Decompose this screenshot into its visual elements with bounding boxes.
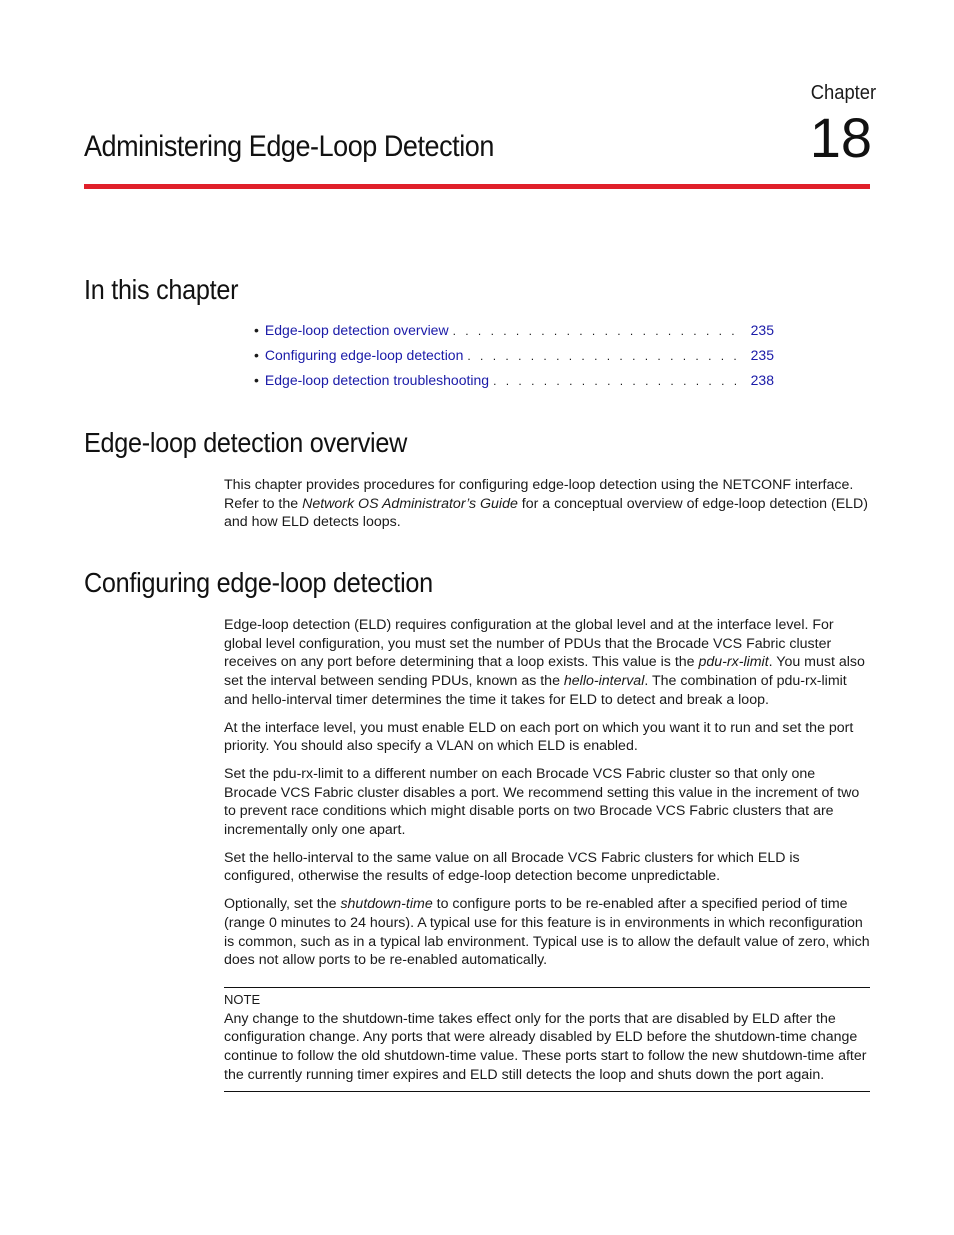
- toc-page-link[interactable]: 235: [750, 322, 774, 338]
- in-this-chapter-heading: In this chapter: [84, 274, 239, 305]
- toc-leader: [467, 349, 738, 363]
- configuring-heading: Configuring edge-loop detection: [84, 567, 433, 598]
- note-box: [224, 987, 870, 1092]
- configuring-paragraph-2: At the interface level, you must enable ELD on each port on which you want it to run and set the port priority. You should also specify a VLAN on which ELD is enabled.: [224, 719, 854, 755]
- chapter-number: 18: [809, 106, 872, 169]
- toc-item[interactable]: [254, 372, 774, 397]
- configuring-body: [224, 616, 870, 979]
- configuring-paragraph-5: Optionally, set the shutdown-time to configure ports to be re-enabled after a specified period of time (range 0 minutes to 24 hours). A typical use for this feature is in environments in which reconfiguration is common, such as in a typical lab environment. Typical use is to allow the default value of zero, which does not allow ports to be re-enabled automatically.: [224, 896, 870, 969]
- toc-page-link[interactable]: 235: [750, 347, 774, 363]
- toc-link[interactable]: Edge-loop detection overview: [264, 322, 449, 338]
- toc-page-link[interactable]: 238: [750, 372, 774, 388]
- chapter-title: Administering Edge-Loop Detection: [84, 130, 494, 163]
- note-label: NOTE: [224, 992, 261, 1007]
- toc-link[interactable]: Configuring edge-loop detection: [264, 347, 464, 363]
- toc-leader: [493, 374, 738, 388]
- note-text: Any change to the shutdown-time takes effect only for the ports that are disabled by ELD after the configuration change. Any ports that were already disabled by ELD before the shutdown-time change continue to follow the old shutdown-time value. These ports start to follow the new shutdown-time after the currently running timer expires and ELD still detects the loop and shuts down the port again.: [224, 1010, 867, 1083]
- chapter-toc: [254, 322, 774, 397]
- toc-link[interactable]: Edge-loop detection troubleshooting: [264, 372, 490, 388]
- toc-leader: [453, 324, 738, 338]
- bullet-icon: •: [254, 322, 259, 338]
- configuring-paragraph-3: Set the pdu-rx-limit to a different number on each Brocade VCS Fabric cluster so that only one Brocade VCS Fabric cluster disables a port. We recommend setting this value in the increment of two to prevent race conditions which might disable ports on two Brocade VCS Fabric clusters that are incrementally only one apart.: [224, 765, 860, 839]
- configuring-paragraph-1: Edge-loop detection (ELD) requires configuration at the global level and at the interface level. For global level configuration, you must set the number of PDUs that the Brocade VCS Fabric cluster receives on any port before determining that a loop exists. This value is the pdu-rx-limit. You must also set the interval between sending PDUs, known as the hello-interval. The combination of pdu-rx-limit and hello-interval timer determines the time it takes for ELD to detect and break a loop.: [224, 617, 865, 708]
- overview-heading: Edge-loop detection overview: [84, 427, 408, 458]
- toc-item[interactable]: [254, 322, 774, 347]
- toc-item[interactable]: [254, 347, 774, 372]
- configuring-paragraph-4: Set the hello-interval to the same value on all Brocade VCS Fabric clusters for which ELD is configured, otherwise the results of edge-loop detection become unpredictable.: [224, 849, 800, 885]
- chapter-label: Chapter: [810, 82, 876, 104]
- overview-body: [224, 476, 870, 541]
- overview-paragraph: This chapter provides procedures for configuring edge-loop detection using the NETCONF interface. Refer to the Network OS Administrator’s Guide for a conceptual overview of edge-loop detection (ELD) and how ELD detects loops.: [224, 477, 869, 531]
- bullet-icon: •: [254, 347, 259, 363]
- chapter-title-rule: [84, 184, 870, 189]
- bullet-icon: •: [254, 372, 259, 388]
